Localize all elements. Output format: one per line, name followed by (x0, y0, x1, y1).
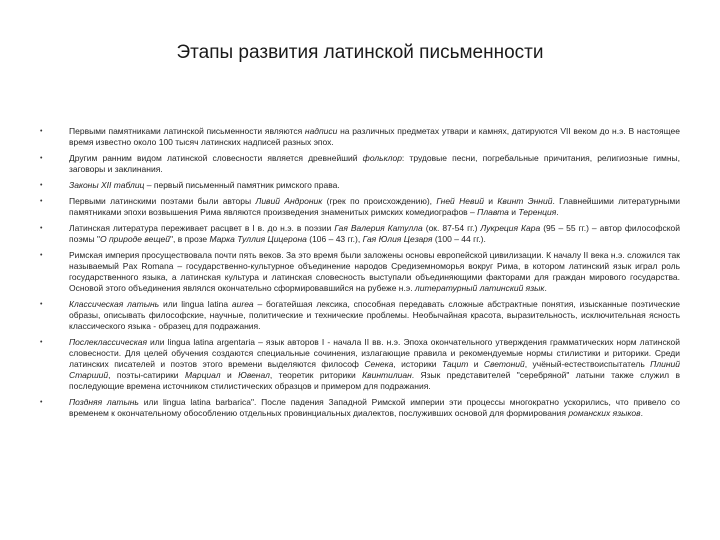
text-run: . (640, 408, 643, 418)
emphasis-text: Плиний Старший (69, 359, 680, 380)
emphasis-text: Ювенал (238, 370, 270, 380)
list-item-text (69, 196, 680, 218)
emphasis-text: литературный латинский язык (414, 283, 545, 293)
text-run: и (508, 207, 519, 217)
emphasis-text: Теренция (518, 207, 557, 217)
emphasis-text: Законы XII таблиц (69, 180, 145, 190)
list-item-text (69, 250, 680, 294)
emphasis-text: О природе вещей (100, 234, 171, 244)
list-item-text (69, 126, 680, 148)
emphasis-text: Послеклассическая (69, 337, 147, 347)
list-item (40, 153, 680, 175)
text-run: , историки (393, 359, 442, 369)
emphasis-text: Поздняя латынь (69, 397, 139, 407)
emphasis-text: Марка Туллия Цицерона (209, 234, 307, 244)
text-run: на различных предметах утвари и камнях, датируются VII веком до н.э. В настоящее время известно около 100 тысяч латинских надписей разных эпох. (69, 126, 680, 147)
list-item (40, 337, 680, 392)
emphasis-text: Гая Юлия Цезаря (362, 234, 433, 244)
list-item (40, 126, 680, 148)
bullet-marker-icon: • (40, 198, 43, 205)
slide-title: Этапы развития латинской письменности (176, 42, 544, 63)
text-run: Римская империя просуществовала почти пять веков. За это время были заложены основы европейской цивилизации. К началу II века н.э. сложился так называемый Pax Romana – государственно-культурное объединение народов Средиземноморья вокруг Рима, в котором латинский язык играл роль государственного языка, а латинская культура и латинская словесность выступали объединяющими факторами для граждан мирового государства. Основой этого объединения являлся окончательно сформировавшийся на рубеже н.э. (69, 250, 680, 293)
text-run: Латинская литература переживает расцвет в I в. до н.э. в поэзии (69, 223, 335, 233)
text-run: (ок. 87-54 гг.) (422, 223, 481, 233)
emphasis-text: Квинт Энний (497, 196, 553, 206)
bullet-marker-icon: • (40, 399, 43, 406)
emphasis-text: Ливий Андроник (255, 196, 323, 206)
emphasis-text: Светоний (483, 359, 525, 369)
text-run: . Главнейшими литературными памятниками эпохи возвышения Рима являются произведения знаменитых римских комедиографов – (69, 196, 680, 217)
emphasis-text: надписи (304, 126, 338, 136)
list-item (40, 299, 680, 332)
text-run: Первыми памятниками латинской письменности являются (69, 126, 305, 136)
emphasis-text: Квинтилиан (362, 370, 412, 380)
text-run: ", в прозе (170, 234, 210, 244)
text-run: (106 – 43 гг.), (306, 234, 363, 244)
bullet-marker-icon: • (40, 155, 43, 162)
emphasis-text: Плавта (477, 207, 509, 217)
list-item-text (69, 153, 680, 175)
text-run: – богатейшая лексика, способная передавать сложные абстрактные понятия, изысканные поэтические образы, описывать философские, научные, политические и технические проблемы. Необычайная красота, выразительность, исключительная ясность классического языка - образец для подражания. (69, 299, 681, 331)
emphasis-text: aurea (231, 299, 254, 309)
list-item (40, 180, 680, 191)
emphasis-text: Тацит (441, 359, 469, 369)
text-run: Другим ранним видом латинской словесности является древнейший (69, 153, 363, 163)
bullet-marker-icon: • (40, 182, 43, 189)
text-run: Первыми латинскими поэтами были авторы (69, 196, 256, 206)
text-run: . (544, 283, 547, 293)
bullet-marker-icon: • (40, 225, 43, 232)
text-run: – первый письменный памятник римского права. (144, 180, 340, 190)
emphasis-text: фольклор (362, 153, 402, 163)
list-item (40, 397, 680, 419)
text-run: и (220, 370, 239, 380)
text-run: или lingua latina barbarica". После падения Западной Римской империи эти процессы многократно ускорились, что привело со временем к окончательному обособлению отдельных провинциальных диалектов, послуживших основой для формирования (69, 397, 680, 418)
text-run: , поэты-сатирики (108, 370, 185, 380)
list-item-text (69, 223, 680, 245)
text-run: , учёный-естествоиспытатель (524, 359, 651, 369)
bullet-marker-icon: • (40, 339, 43, 346)
emphasis-text: Гая Валерия Катулла (334, 223, 423, 233)
bullet-marker-icon: • (40, 301, 43, 308)
text-run: (95 – 55 гг.) – автор философской поэмы " (69, 223, 680, 244)
text-run: или lingua latina argentaria – язык авторов I - начала II вв. н.э. Эпоха окончательного утверждения грамматических норм латинской словесности. Для целей обучения создаются специальные сочинения, излагающие правила и рекомендуемые нормы стилистики и риторики. Среди латинских писателей и поэтов этого времени выделяются философ (69, 337, 680, 369)
emphasis-text: Марциал (184, 370, 221, 380)
list-item-text (69, 337, 680, 392)
list-item (40, 250, 680, 294)
text-run: : трудовые песни, погребальные причитания, религиозные гимны, заговоры и заклинания. (69, 153, 680, 174)
emphasis-text: Классическая латынь (69, 299, 160, 309)
bullet-list (40, 126, 680, 424)
text-run: (грек по происхождению), (322, 196, 437, 206)
text-run: (100 – 44 гг.). (432, 234, 486, 244)
text-run: или lingua latina (159, 299, 232, 309)
text-run: . Язык представителей "серебряной" латыни также служил в последующие времена источником стилистических образцов и примером для подражания. (69, 370, 680, 391)
text-run: и (468, 359, 484, 369)
text-run: , теоретик риторики (269, 370, 363, 380)
emphasis-text: Лукреция Кара (480, 223, 541, 233)
bullet-marker-icon: • (40, 252, 43, 259)
bullet-marker-icon: • (40, 128, 43, 135)
list-item (40, 223, 680, 245)
list-item-text (69, 180, 680, 191)
list-item-text (69, 397, 680, 419)
text-run: . (556, 207, 559, 217)
emphasis-text: Сенека (364, 359, 394, 369)
emphasis-text: Гней Невий (436, 196, 484, 206)
list-item-text (69, 299, 680, 332)
text-run: и (483, 196, 498, 206)
emphasis-text: романских языков (568, 408, 641, 418)
list-item (40, 196, 680, 218)
